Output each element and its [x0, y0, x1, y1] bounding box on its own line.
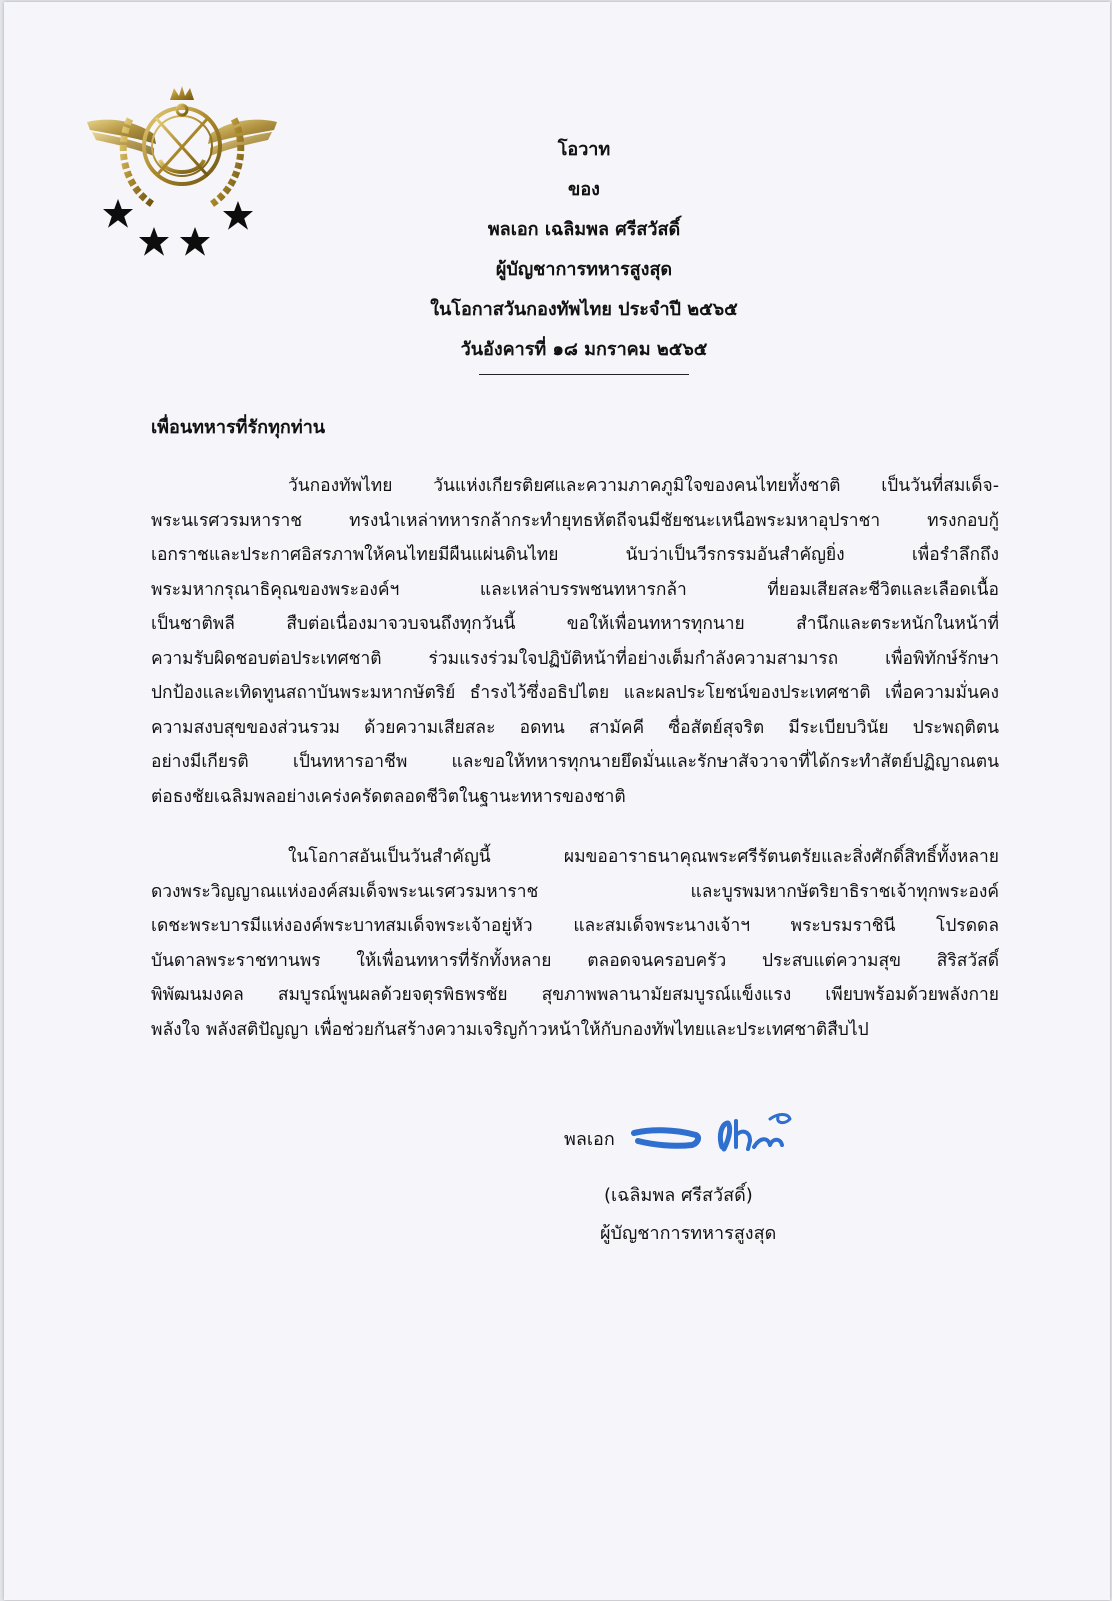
paragraph-line: วันกองทัพไทย วันแห่งเกียรติยศและความภาคภูมิใจของคนไทยทั้งชาติ เป็นวันที่สมเด็จ-: [288, 476, 999, 496]
header-date: วันอังคารที่ ๑๘ มกราคม ๒๕๖๕: [460, 339, 708, 360]
signature-title: ผู้บัญชาการทหารสูงสุด: [600, 1223, 777, 1244]
greeting: เพื่อนทหารที่รักทุกท่าน: [151, 417, 326, 438]
paragraph-2: [151, 840, 999, 1047]
paragraph-line: ในโอกาสอันเป็นวันสำคัญนี้ ผมขออาราธนาคุณพระศรีรัตนตรัยและสิ่งศักดิ์สิทธิ์ทั้งหลาย: [288, 847, 999, 867]
handwritten-signature: [630, 1107, 800, 1159]
paragraph-line: บันดาลพระราชทานพร ให้เพื่อนทหารที่รักทั้งหลาย ตลอดจนครอบครัว ประสบแต่ความสุข สิริสวัสดิ์: [151, 950, 999, 971]
paragraph-line: พิพัฒนมงคล สมบูรณ์พูนผลด้วยจตุรพิธพรชัย สุขภาพพลานามัยสมบูรณ์แข็งแรง เพียบพร้อมด้วยพลังกาย: [151, 985, 999, 1005]
paragraph-line: พระนเรศวรมหาราช ทรงนำเหล่าทหารกล้ากระทำยุทธหัตถีจนมีชัยชนะเหนือพระมหาอุปราชา ทรงกอบกู้: [151, 510, 999, 531]
armed-forces-emblem-icon: [82, 84, 282, 274]
header-of: ของ: [568, 179, 600, 200]
paragraph-line: เอกราชและประกาศอิสรภาพให้คนไทยมีผืนแผ่นดินไทย นับว่าเป็นวีรกรรมอันสำคัญยิ่ง เพื่อรำลึกถึง: [151, 545, 999, 565]
paragraph-line: อย่างมีเกียรติ เป็นทหารอาชีพ และขอให้ทหารทุกนายยึดมั่นและรักษาสัจวาจาที่ได้กระทำสัตย์ปฏิญาณตน: [151, 752, 999, 772]
paragraph-line: ต่อธงชัยเฉลิมพลอย่างเคร่งครัดตลอดชีวิตในฐานะทหารของชาติ: [151, 786, 626, 807]
signature-name: (เฉลิมพล ศรีสวัสดิ์): [604, 1185, 753, 1206]
paragraph-line: เป็นชาติพลี สืบต่อเนื่องมาจวบจนถึงทุกวันนี้ ขอให้เพื่อนทหารทุกนาย สำนึกและตระหนักในหน้าที่: [151, 614, 999, 634]
paragraph-line: ความสงบสุขของส่วนรวม ด้วยความเสียสละ อดทน สามัคคี ซื่อสัตย์สุจริต มีระเบียบวินัย ประพฤติตน: [151, 717, 999, 738]
paragraph-line: เดชะพระบารมีแห่งองค์พระบาทสมเด็จพระเจ้าอยู่หัว และสมเด็จพระนางเจ้าฯ พระบรมราชินี โปรดดล: [151, 916, 999, 936]
paragraph-line: พระมหากรุณาธิคุณของพระองค์ฯ และเหล่าบรรพชนทหารกล้า ที่ยอมเสียสละชีวิตและเลือดเนื้อ: [151, 579, 999, 600]
letter-page: [4, 2, 1110, 1600]
paragraph-line: พลังใจ พลังสติปัญญา เพื่อช่วยกันสร้างความเจริญก้าวหน้าให้กับกองทัพไทยและประเทศชาติสืบไป: [151, 1019, 869, 1040]
header-occasion: ในโอกาสวันกองทัพไทย ประจำปี ๒๕๖๕: [430, 299, 738, 320]
header-divider: [479, 374, 689, 375]
paragraph-line: ปกป้องและเทิดทูนสถาบันพระมหากษัตริย์ ธำรงไว้ซึ่งอธิปไตย และผลประโยชน์ของประเทศชาติ เพื่อความมั่นคง: [151, 683, 999, 703]
paragraph-1: [151, 469, 999, 814]
signature-rank: พลเอก: [564, 1129, 615, 1150]
paragraph-line: ความรับผิดชอบต่อประเทศชาติ ร่วมแรงร่วมใจปฏิบัติหน้าที่อย่างเต็มกำลังความสามารถ เพื่อพิทักษ์รักษา: [151, 648, 999, 669]
signature-block: [564, 1107, 824, 1167]
letter-header: [304, 130, 864, 375]
header-name: พลเอก เฉลิมพล ศรีสวัสดิ์: [487, 219, 681, 240]
header-title: โอวาท: [557, 139, 611, 160]
header-position: ผู้บัญชาการทหารสูงสุด: [495, 259, 673, 280]
paragraph-line: ดวงพระวิญญาณแห่งองค์สมเด็จพระนเรศวรมหาราช และบูรพมหากษัตริยาธิราชเจ้าทุกพระองค์: [151, 881, 999, 902]
